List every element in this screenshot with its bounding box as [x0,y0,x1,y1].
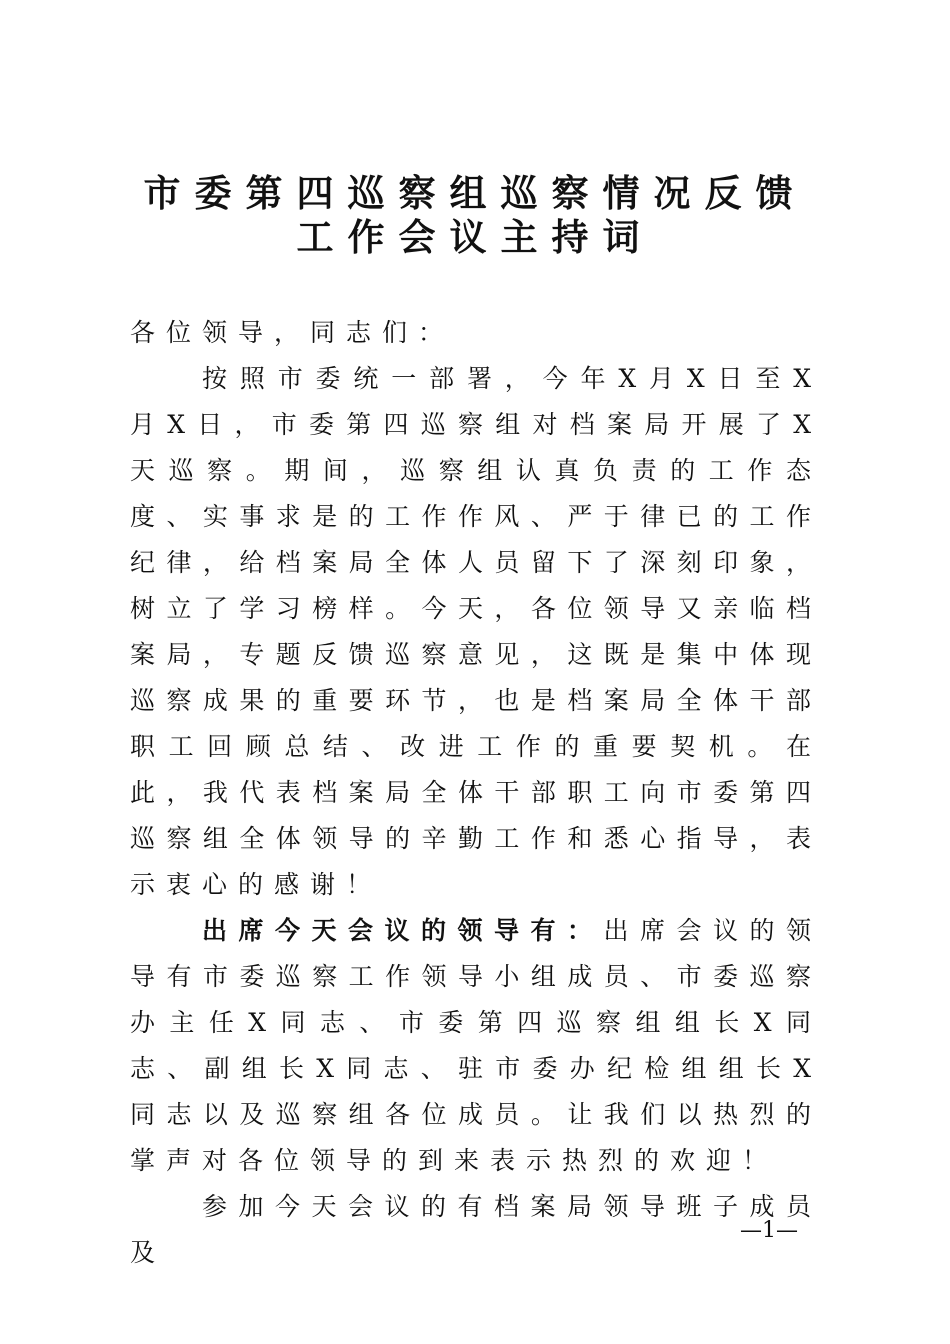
salutation: 各位领导，同志们： [130,318,455,347]
page-number: —1— [740,1218,798,1243]
document-title-line2: 工作会议主持词 [296,215,654,259]
paragraph-1: 按照市委统一部署，今年X月X日至X月X日，市委第四巡察组对档案局开展了X天巡察。期间，巡察组认真负责的工作态度、实事求是的工作作风、严于律已的工作纪律，给档案局全体人员留下了深刻印象，树立了学习榜样。今天，各位领导又亲临档案局，专题反馈巡察意见，这既是集中体现巡察成果的重要环节，也是档案局全体干部职工回顾总结、改进工作的重要契机。在此，我代表档案局全体干部职工向市委第四巡察组全体领导的辛勤工作和悉心指导，表示衷心的感谢！ [130,364,822,899]
paragraph-3: 参加今天会议的有档案局领导班子成员及 [130,1192,822,1267]
paragraph-2-text: 出席会议的领导有市委巡察工作领导小组成员、市委巡察办主任X同志、市委第四巡察组组长X同志、副组长X同志、驻市委办纪检组组长X同志以及巡察组各位成员。让我们以热烈的掌声对各位领导的到来表示热烈的欢迎！ [130,916,822,1175]
document-title-line1: 市委第四巡察组巡察情况反馈 [143,171,807,215]
paragraph-2 [130,908,822,1184]
document-body [130,310,822,1276]
paragraph-2-bold-lead: 出席今天会议的领导有： [202,916,604,945]
